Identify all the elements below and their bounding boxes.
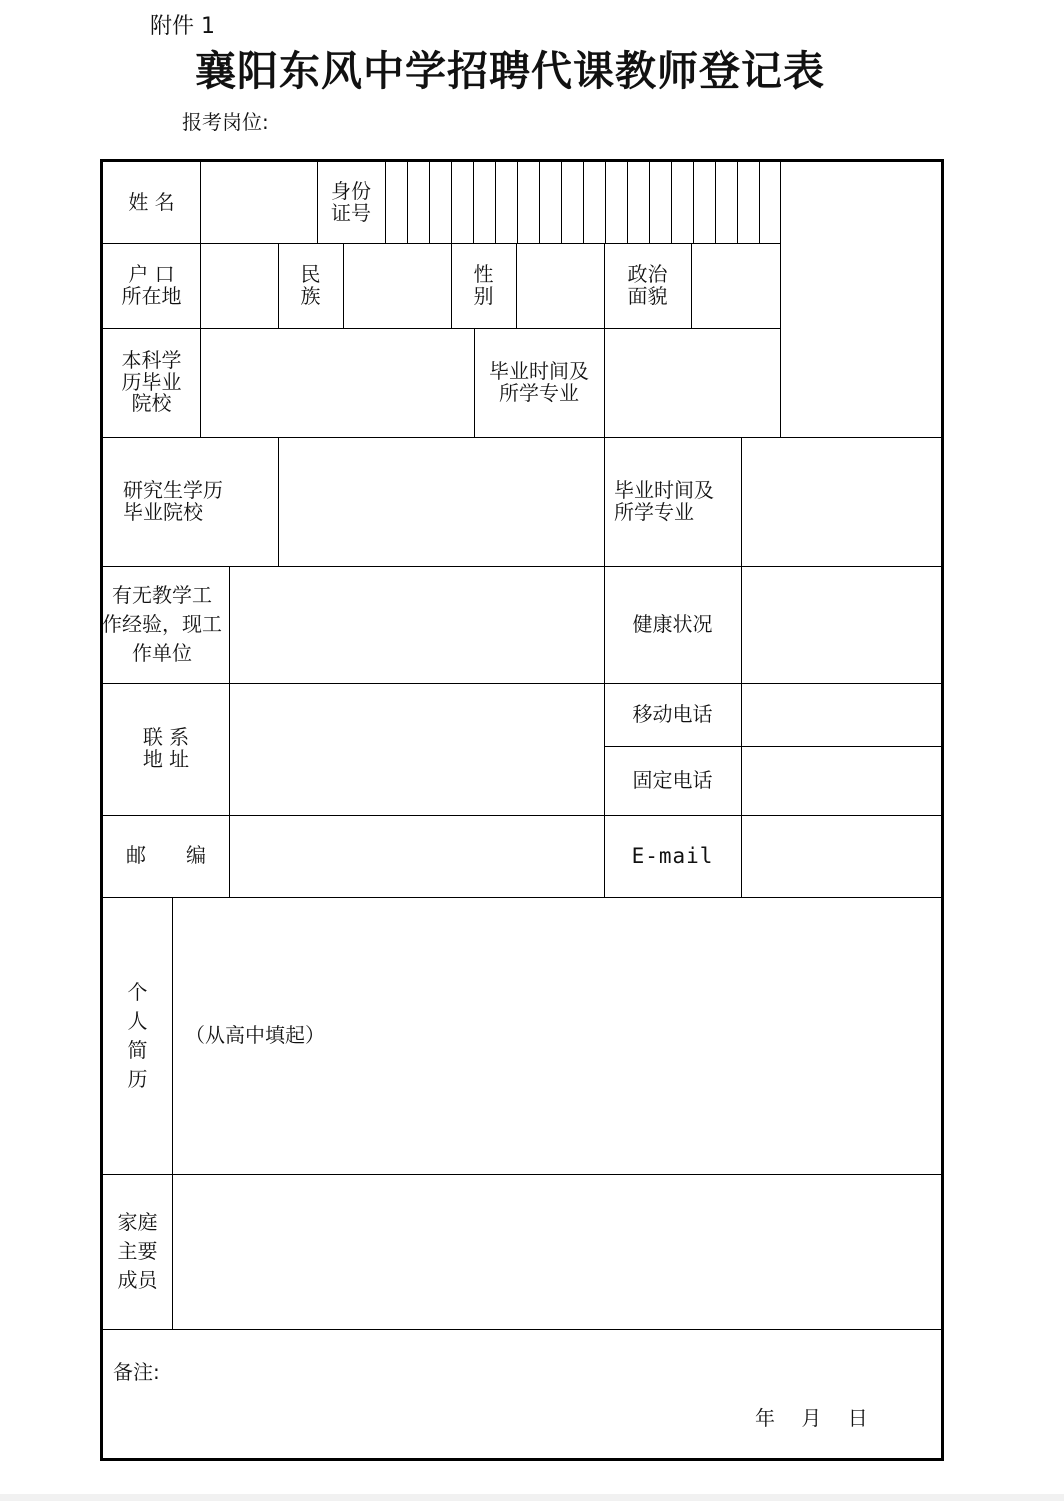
resume-note: （从高中填起） <box>185 1022 325 1047</box>
id-number-label: 身份 证号 <box>331 178 371 225</box>
address-label: 联 系 地 址 <box>142 725 190 771</box>
ethnicity-label: 民 族 <box>300 261 321 308</box>
date-line: 年 月 日 <box>755 1406 868 1431</box>
political-status-field[interactable] <box>692 244 780 327</box>
political-status-label: 政治 面貌 <box>627 261 668 308</box>
email-field[interactable] <box>742 816 941 896</box>
undergrad-school-field[interactable] <box>201 329 474 436</box>
hukou-label: 户 口 所在地 <box>121 261 182 308</box>
gender-label: 性 别 <box>473 261 494 308</box>
family-members-field[interactable] <box>173 1175 941 1328</box>
mobile-phone-field[interactable] <box>742 684 941 745</box>
undergrad-graduation-field[interactable] <box>605 329 780 436</box>
resume-label: 个 人 简 历 <box>127 979 148 1091</box>
ethnicity-field[interactable] <box>344 244 451 327</box>
postcode-label: 邮 编 <box>126 843 206 868</box>
registration-form <box>100 159 944 1461</box>
teaching-experience-label: 有无教学工 作经验，现工 作单位 <box>102 583 222 665</box>
health-field[interactable] <box>742 567 941 682</box>
page-title: 襄阳东风中学招聘代课教师登记表 <box>195 47 825 95</box>
email-label: E-mail <box>631 843 714 868</box>
teaching-experience-field[interactable] <box>230 567 604 682</box>
photo-box[interactable] <box>781 163 941 436</box>
undergrad-school-label: 本科学 历毕业 院校 <box>121 348 182 416</box>
remarks-label: 备注: <box>113 1360 160 1385</box>
landline-phone-label: 固定电话 <box>632 767 713 792</box>
grad-graduation-label: 毕业时间及 所学专业 <box>614 477 714 524</box>
position-applied-label: 报考岗位: <box>182 110 269 134</box>
name-field[interactable] <box>201 163 316 242</box>
grad-school-label: 研究生学历 毕业院校 <box>123 477 223 524</box>
health-label: 健康状况 <box>632 611 713 636</box>
id-number-field[interactable] <box>386 163 780 242</box>
page-bottom-strip <box>0 1494 1064 1501</box>
resume-field[interactable] <box>185 898 941 1173</box>
name-label: 姓 名 <box>128 189 175 214</box>
family-members-label: 家庭 主要 成员 <box>117 1210 158 1292</box>
postcode-field[interactable] <box>230 816 604 896</box>
mobile-phone-label: 移动电话 <box>632 701 713 726</box>
remarks-field[interactable] <box>233 1330 941 1410</box>
landline-phone-field[interactable] <box>742 747 941 814</box>
attachment-label: 附件 1 <box>150 14 215 39</box>
address-field[interactable] <box>230 684 604 814</box>
undergrad-graduation-label: 毕业时间及 所学专业 <box>489 358 589 405</box>
grad-school-field[interactable] <box>279 438 604 565</box>
gender-field[interactable] <box>517 244 604 327</box>
grad-graduation-field[interactable] <box>742 438 941 565</box>
hukou-field[interactable] <box>201 244 278 327</box>
